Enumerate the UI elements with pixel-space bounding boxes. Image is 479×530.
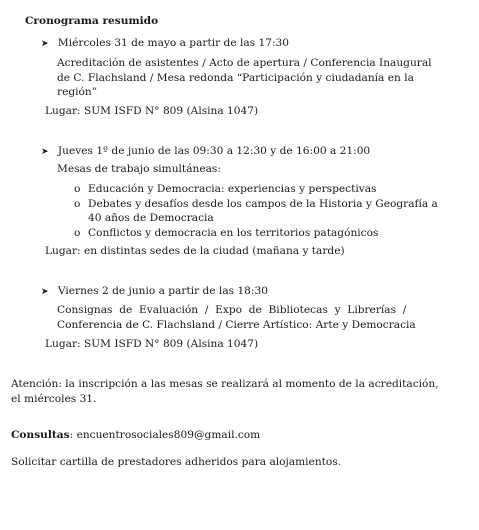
day2-lugar: Lugar: en distintas sedes de la ciudad (mañana y tarde): [45, 245, 345, 257]
day1-description: [57, 56, 432, 100]
document-title: Cronograma resumido: [25, 15, 159, 27]
day3-line: Conferencia de C. Flachsland / Cierre Artístico: Arte y Democracia: [57, 318, 416, 331]
list-item-continuation: 40 años de Democracia: [88, 212, 214, 224]
day2-heading: Jueves 1º de junio de las 09:30 a 12:30 y de 16:00 a 21:00: [57, 145, 371, 157]
circle-bullet-icon: o: [74, 183, 81, 195]
day2-bullet-list: [74, 182, 438, 240]
day3-lugar: Lugar: SUM ISFD N° 809 (Alsina 1047): [45, 338, 259, 350]
day2-intro: Mesas de trabajo simultáneas:: [57, 163, 221, 175]
list-item: o Debates y desafíos desde los campos de la Historia y Geografía a: [74, 197, 438, 210]
day3-heading: Viernes 2 de junio a partir de las 18:30: [57, 285, 268, 297]
day3-heading-row: [41, 285, 268, 297]
atencion-line: el miércoles 31.: [11, 392, 97, 405]
day3-description: [57, 303, 416, 332]
atencion-line: Atención: la inscripción a las mesas se realizará al momento de la acreditación,: [11, 378, 439, 390]
arrow-bullet-icon: ➤: [41, 39, 49, 49]
day1-heading-row: [41, 37, 289, 49]
list-item: o Educación y Democracia: experiencias y perspectivas: [74, 183, 377, 195]
arrow-bullet-icon: ➤: [41, 147, 49, 157]
atencion-note: [11, 377, 439, 406]
day1-lugar: Lugar: SUM ISFD N° 809 (Alsina 1047): [45, 105, 259, 117]
circle-bullet-icon: o: [74, 226, 81, 239]
day1-line: región”: [57, 86, 98, 98]
solicitar-note: Solicitar cartilla de prestadores adheridos para alojamientos.: [11, 456, 342, 468]
consultas-label: Consultas: [11, 429, 70, 441]
list-item: o Conflictos y democracia en los territorios patagónicos: [74, 226, 379, 239]
day1-line: Acreditación de asistentes / Acto de apertura / Conferencia Inaugural: [57, 57, 432, 69]
consultas-email[interactable]: encuentrosociales809@gmail.com: [76, 429, 261, 441]
circle-bullet-icon: o: [74, 197, 81, 210]
consultas-row: [11, 429, 260, 441]
day3-line: Consignas de Evaluación / Expo de Bibliotecas y Librerías /: [57, 304, 407, 316]
day2-heading-row: [41, 145, 370, 157]
consultas-separator: :: [69, 429, 77, 441]
day1-line: de C. Flachsland / Mesa redonda “Participación y ciudadanía en la: [57, 71, 414, 84]
day1-heading: Miércoles 31 de mayo a partir de las 17:30: [57, 37, 289, 49]
arrow-bullet-icon: ➤: [41, 287, 49, 297]
